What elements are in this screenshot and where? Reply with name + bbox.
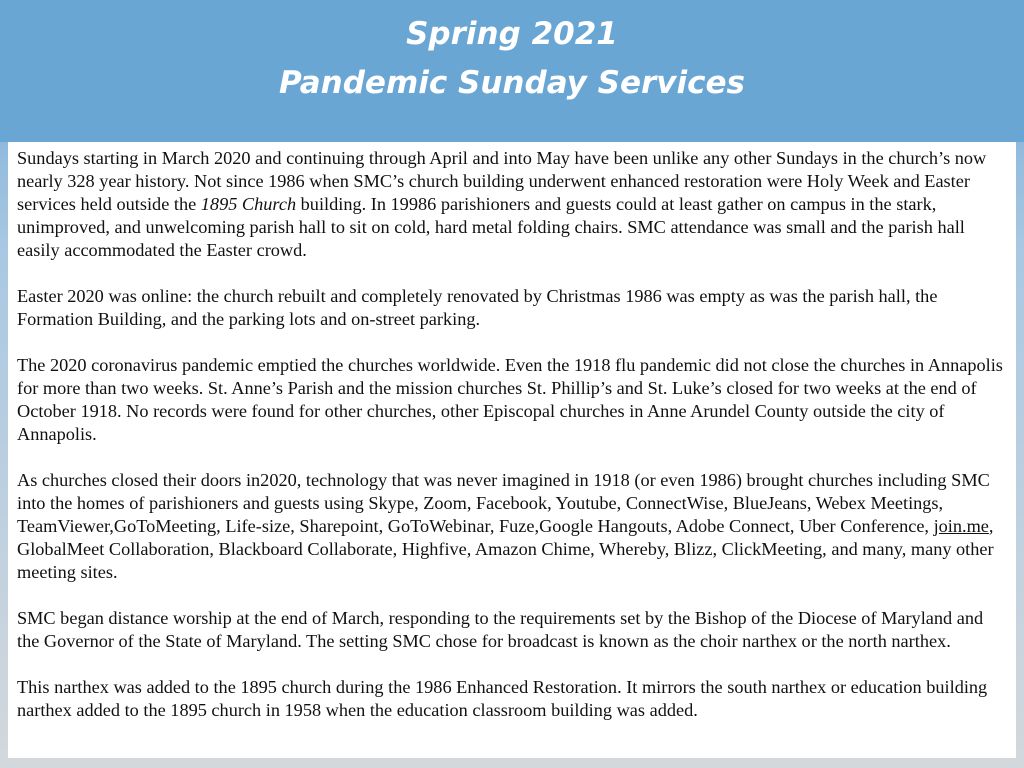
join-me-link[interactable]: join.me	[933, 516, 989, 536]
paragraph-1-italic-term: 1895 Church	[200, 194, 297, 214]
slide-header	[0, 0, 1024, 142]
paragraph-2: Easter 2020 was online: the church rebuilt and completely renovated by Christmas 1986 was empty as was the parish hall, the Formation Building, and the parking lots and on-street parking.	[17, 286, 938, 329]
paragraph-4	[17, 469, 1008, 584]
paragraph-1	[17, 147, 1008, 262]
slide-title-line-1: Spring 2021	[406, 16, 618, 52]
paragraph-6: This narthex was added to the 1895 church during the 1986 Enhanced Restoration. It mirrors the south narthex or education building narthex added to the 1895 church in 1958 when the education classroom building was added.	[17, 677, 988, 720]
paragraph-1-text-a: Sundays starting in March 2020 and continuing through April and into May have been unlike any other Sundays in the church’s now nearly 328 year history. Not since 1986 when SMC’s church building underwent enhanced restoration were Holy Week and Easter services held outside the	[17, 148, 987, 214]
paragraph-3: The 2020 coronavirus pandemic emptied the churches worldwide. Even the 1918 flu pandemic did not close the churches in Annapolis for more than two weeks. St. Anne’s Parish and the mission churches St. Phillip’s and St. Luke’s closed for two weeks at the end of October 1918. No records were found for other churches, other Episcopal churches in Anne Arundel County outside the city of Annapolis.	[17, 355, 1003, 444]
slide-title-line-2: Pandemic Sunday Services	[279, 65, 745, 101]
paragraph-1-text-b: building. In 19986 parishioners and guests could at least gather on campus in the stark, unimproved, and unwelcoming parish hall to sit on cold, hard metal folding chairs. SMC attendance was small and the parish hall easily accommodated the Easter crowd.	[17, 194, 965, 260]
text-box	[8, 142, 1016, 758]
paragraph-4-text-a: As churches closed their doors in2020, technology that was never imagined in 1918 (or even 1986) brought churches including SMC into the homes of parishioners and guests using Skype, Zoom, Facebook, Youtube, ConnectWise, BlueJeans, Webex Meetings, TeamViewer,GoToMeeting, Life-size, Sharepoint, GoToWebinar, Fuze,Google Hangouts, Adobe Connect, Uber Conference,	[17, 470, 990, 536]
paragraph-4-text-b: , GlobalMeet Collaboration, Blackboard Collaborate, Highfive, Amazon Chime, Whereby, Blizz, ClickMeeting, and many, many other meeting sites.	[17, 516, 994, 582]
paragraph-5: SMC began distance worship at the end of March, responding to the requirements set by the Bishop of the Diocese of Maryland and the Governor of the State of Maryland. The setting SMC chose for broadcast is known as the choir narthex or the north narthex.	[17, 608, 984, 651]
